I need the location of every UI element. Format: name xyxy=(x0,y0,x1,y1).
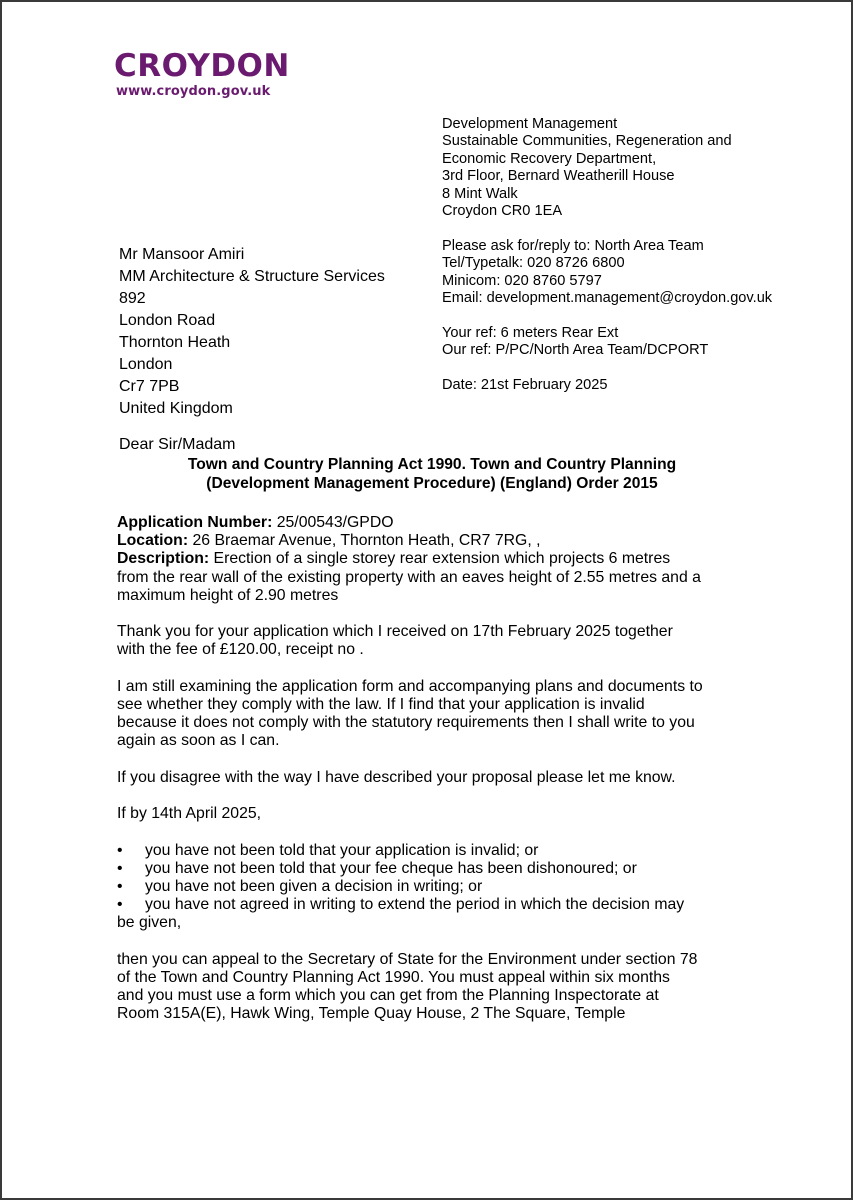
location-value: 26 Braemar Avenue, Thornton Heath, CR7 7RG, , xyxy=(188,532,541,550)
list-item-text: you have not agreed in writing to extend the period in which the decision may xyxy=(145,896,685,914)
minicom-line: Minicom: 020 8760 5797 xyxy=(442,272,602,289)
spacer xyxy=(442,307,772,324)
spacer xyxy=(442,360,772,377)
paragraph-line: If you disagree with the way I have described your proposal please let me know. xyxy=(117,768,676,786)
paragraph-line: because it does not comply with the statutory requirements then I shall write to you xyxy=(117,714,695,732)
spacer xyxy=(442,220,772,237)
list-item xyxy=(117,842,767,860)
office-address-line: Sustainable Communities, Regeneration and xyxy=(442,133,732,150)
title-line: Town and Country Planning Act 1990. Town and Country Planning xyxy=(187,456,677,473)
appeal-paragraph xyxy=(117,951,767,1024)
application-number xyxy=(117,514,767,532)
logo-url: www.croydon.gov.uk xyxy=(116,84,271,99)
title-line: (Development Management Procedure) (England) Order 2015 xyxy=(206,474,658,492)
letter-title xyxy=(112,456,752,493)
description-value: Erection of a single storey rear extension which projects 6 metres xyxy=(209,550,671,568)
letter-date: Date: 21st February 2025 xyxy=(442,377,608,394)
paragraph-line: with the fee of £120.00, receipt no . xyxy=(117,641,364,659)
description-continuation: from the rear wall of the existing property with an eaves height of 2.55 metres and a xyxy=(117,568,701,586)
paragraph-line: Room 315A(E), Hawk Wing, Temple Quay House, 2 The Square, Temple xyxy=(117,1005,626,1023)
bullet-icon: • xyxy=(117,877,123,895)
recipient-address-line: Thornton Heath xyxy=(119,334,231,351)
list-item-text: you have not been told that your application is invalid; or xyxy=(145,841,539,859)
application-details xyxy=(117,514,767,605)
list-item-continuation: be given, xyxy=(117,914,182,932)
reply-to-line: Please ask for/reply to: North Area Team xyxy=(442,237,704,254)
list-item xyxy=(117,878,767,896)
croydon-logo xyxy=(114,48,290,100)
office-address-line: 3rd Floor, Bernard Weatherill House xyxy=(442,168,675,185)
office-address-block xyxy=(442,116,772,394)
conditions-list xyxy=(117,842,767,933)
letter-body xyxy=(117,514,767,1024)
bullet-icon: • xyxy=(117,896,123,914)
recipient-name: Mr Mansoor Amiri xyxy=(119,246,245,263)
office-address-line: 8 Mint Walk xyxy=(442,185,518,202)
recipient-company: MM Architecture & Structure Services xyxy=(119,268,385,285)
recipient-address-line: 892 xyxy=(119,290,146,307)
description-label: Description: xyxy=(117,550,210,568)
thanks-paragraph xyxy=(117,623,767,659)
paragraph-line: again as soon as I can. xyxy=(117,732,280,750)
recipient-address-block xyxy=(119,244,385,420)
our-ref: Our ref: P/PC/North Area Team/DCPORT xyxy=(442,342,709,359)
telephone-line: Tel/Typetalk: 020 8726 6800 xyxy=(442,255,625,272)
application-number-value: 25/00543/GPDO xyxy=(272,514,394,531)
paragraph-line: then you can appeal to the Secretary of State for the Environment under section 78 xyxy=(117,950,698,968)
list-item-text: you have not been told that your fee cheque has been dishonoured; or xyxy=(145,859,637,877)
logo-wordmark: CROYDON xyxy=(114,48,290,84)
recipient-address-line: London xyxy=(119,356,173,373)
recipient-address-line: London Road xyxy=(119,312,216,329)
paragraph-line: of the Town and Country Planning Act 1990. You must appeal within six months xyxy=(117,968,670,986)
list-item xyxy=(117,860,767,878)
salutation: Dear Sir/Madam xyxy=(119,436,236,453)
disagree-paragraph xyxy=(117,769,767,787)
description-continuation: maximum height of 2.90 metres xyxy=(117,586,339,604)
email-line: Email: development.management@croydon.gov.uk xyxy=(442,290,773,307)
paragraph-line: I am still examining the application form and accompanying plans and documents to xyxy=(117,677,703,695)
recipient-country: United Kingdom xyxy=(119,400,233,417)
application-number-label: Application Number: xyxy=(117,514,273,531)
office-address-line: Development Management xyxy=(442,116,618,132)
bullet-icon: • xyxy=(117,841,123,859)
deadline-paragraph xyxy=(117,805,767,823)
list-item xyxy=(117,896,767,914)
office-address-line: Economic Recovery Department, xyxy=(442,150,657,167)
paragraph-line: see whether they comply with the law. If I find that your application is invalid xyxy=(117,696,645,713)
application-description xyxy=(117,550,767,568)
paragraph-line: If by 14th April 2025, xyxy=(117,805,262,823)
paragraph-line: and you must use a form which you can get from the Planning Inspectorate at xyxy=(117,987,659,1005)
recipient-postcode: Cr7 7PB xyxy=(119,378,180,395)
office-address-line: Croydon CR0 1EA xyxy=(442,203,563,220)
examining-paragraph xyxy=(117,678,767,751)
bullet-icon: • xyxy=(117,859,123,877)
location-label: Location: xyxy=(117,532,189,550)
list-item-text: you have not been given a decision in writing; or xyxy=(145,877,483,895)
paragraph-line: Thank you for your application which I received on 17th February 2025 together xyxy=(117,623,673,641)
application-location xyxy=(117,532,767,550)
your-ref: Your ref: 6 meters Rear Ext xyxy=(442,324,619,341)
